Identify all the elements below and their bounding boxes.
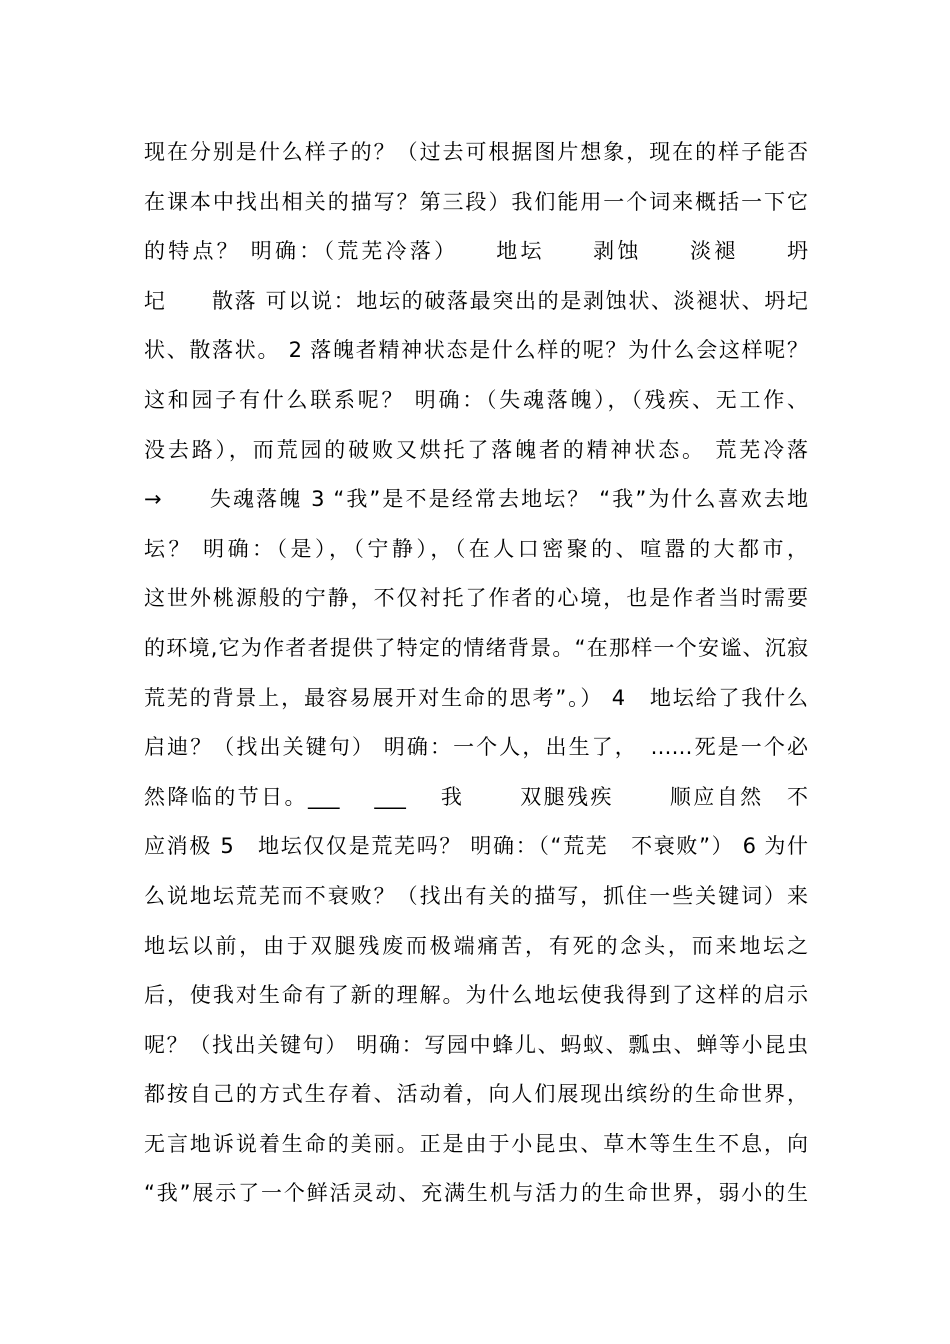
text-line: 圮 散落 可以说：地坛的破落最突出的是剥蚀状、淡褪状、坍圮 (144, 288, 808, 313)
text-line: 应消极 5 地坛仅仅是荒芜吗？ 明确：（“荒芜 不衰败”） 6 为什 (144, 834, 808, 859)
text-line: 现在分别是什么样子的？（过去可根据图片想象，现在的样子能否 (144, 140, 808, 164)
text-line: 状、散落状。 2 落魄者精神状态是什么样的呢？为什么会这样呢？ (144, 338, 808, 363)
text-line: 地坛以前，由于双腿残废而极端痛苦，有死的念头，而来地坛之 (144, 933, 808, 958)
text-line: 坛？ 明确：（是），（宁静），（在人口密聚的、喧嚣的大都市， (144, 536, 808, 561)
text-line: 没去路），而荒园的破败又烘托了落魄者的精神状态。 荒芜冷落 (144, 437, 808, 462)
text-line: 么说地坛荒芜而不衰败？（找出有关的描写，抓住一些关键词）来 (144, 883, 808, 908)
text-line: 启迪？（找出关键句） 明确：一个人，出生了， ……死是一个必 (144, 735, 808, 760)
body-text (144, 128, 808, 1219)
text-line: 的环境,它为作者者提供了特定的情绪背景。“在那样一个安谧、沉寂 (144, 635, 808, 660)
text-line: “我”展示了一个鲜活灵动、充满生机与活力的生命世界，弱小的生 (144, 1181, 808, 1206)
text-line: 荒芜的背景上，最容易展开对生命的思考”。） 4 地坛给了我什么 (144, 685, 808, 710)
text-line: 呢？（找出关键句） 明确：写园中蜂儿、蚂蚁、瓢虫、蝉等小昆虫 (144, 1032, 808, 1057)
text-line: → 失魂落魄 3 “我”是不是经常去地坛？ “我”为什么喜欢去地 (144, 487, 808, 512)
text-line: 这和园子有什么联系呢？ 明确：（失魂落魄），（残疾、无工作、 (144, 387, 808, 412)
text-line: 在课本中找出相关的描写？第三段）我们能用一个词来概括一下它 (144, 189, 808, 214)
text-line: 这世外桃源般的宁静，不仅衬托了作者的心境，也是作者当时需要 (144, 586, 808, 611)
text-line: 无言地诉说着生命的美丽。正是由于小昆虫、草木等生生不息，向 (144, 1131, 808, 1156)
text-line: 都按自己的方式生存着、活动着，向人们展现出缤纷的生命世界， (144, 1082, 808, 1107)
text-line: 后，使我对生命有了新的理解。为什么地坛使我得到了这样的启示 (144, 983, 808, 1008)
text-line: 的特点？ 明确：（荒芜冷落） 地坛 剥蚀 淡褪 坍 (144, 239, 808, 264)
text-line: 然降临的节日。___ ___ 我 双腿残疾 顺应自然 不 (144, 784, 808, 809)
